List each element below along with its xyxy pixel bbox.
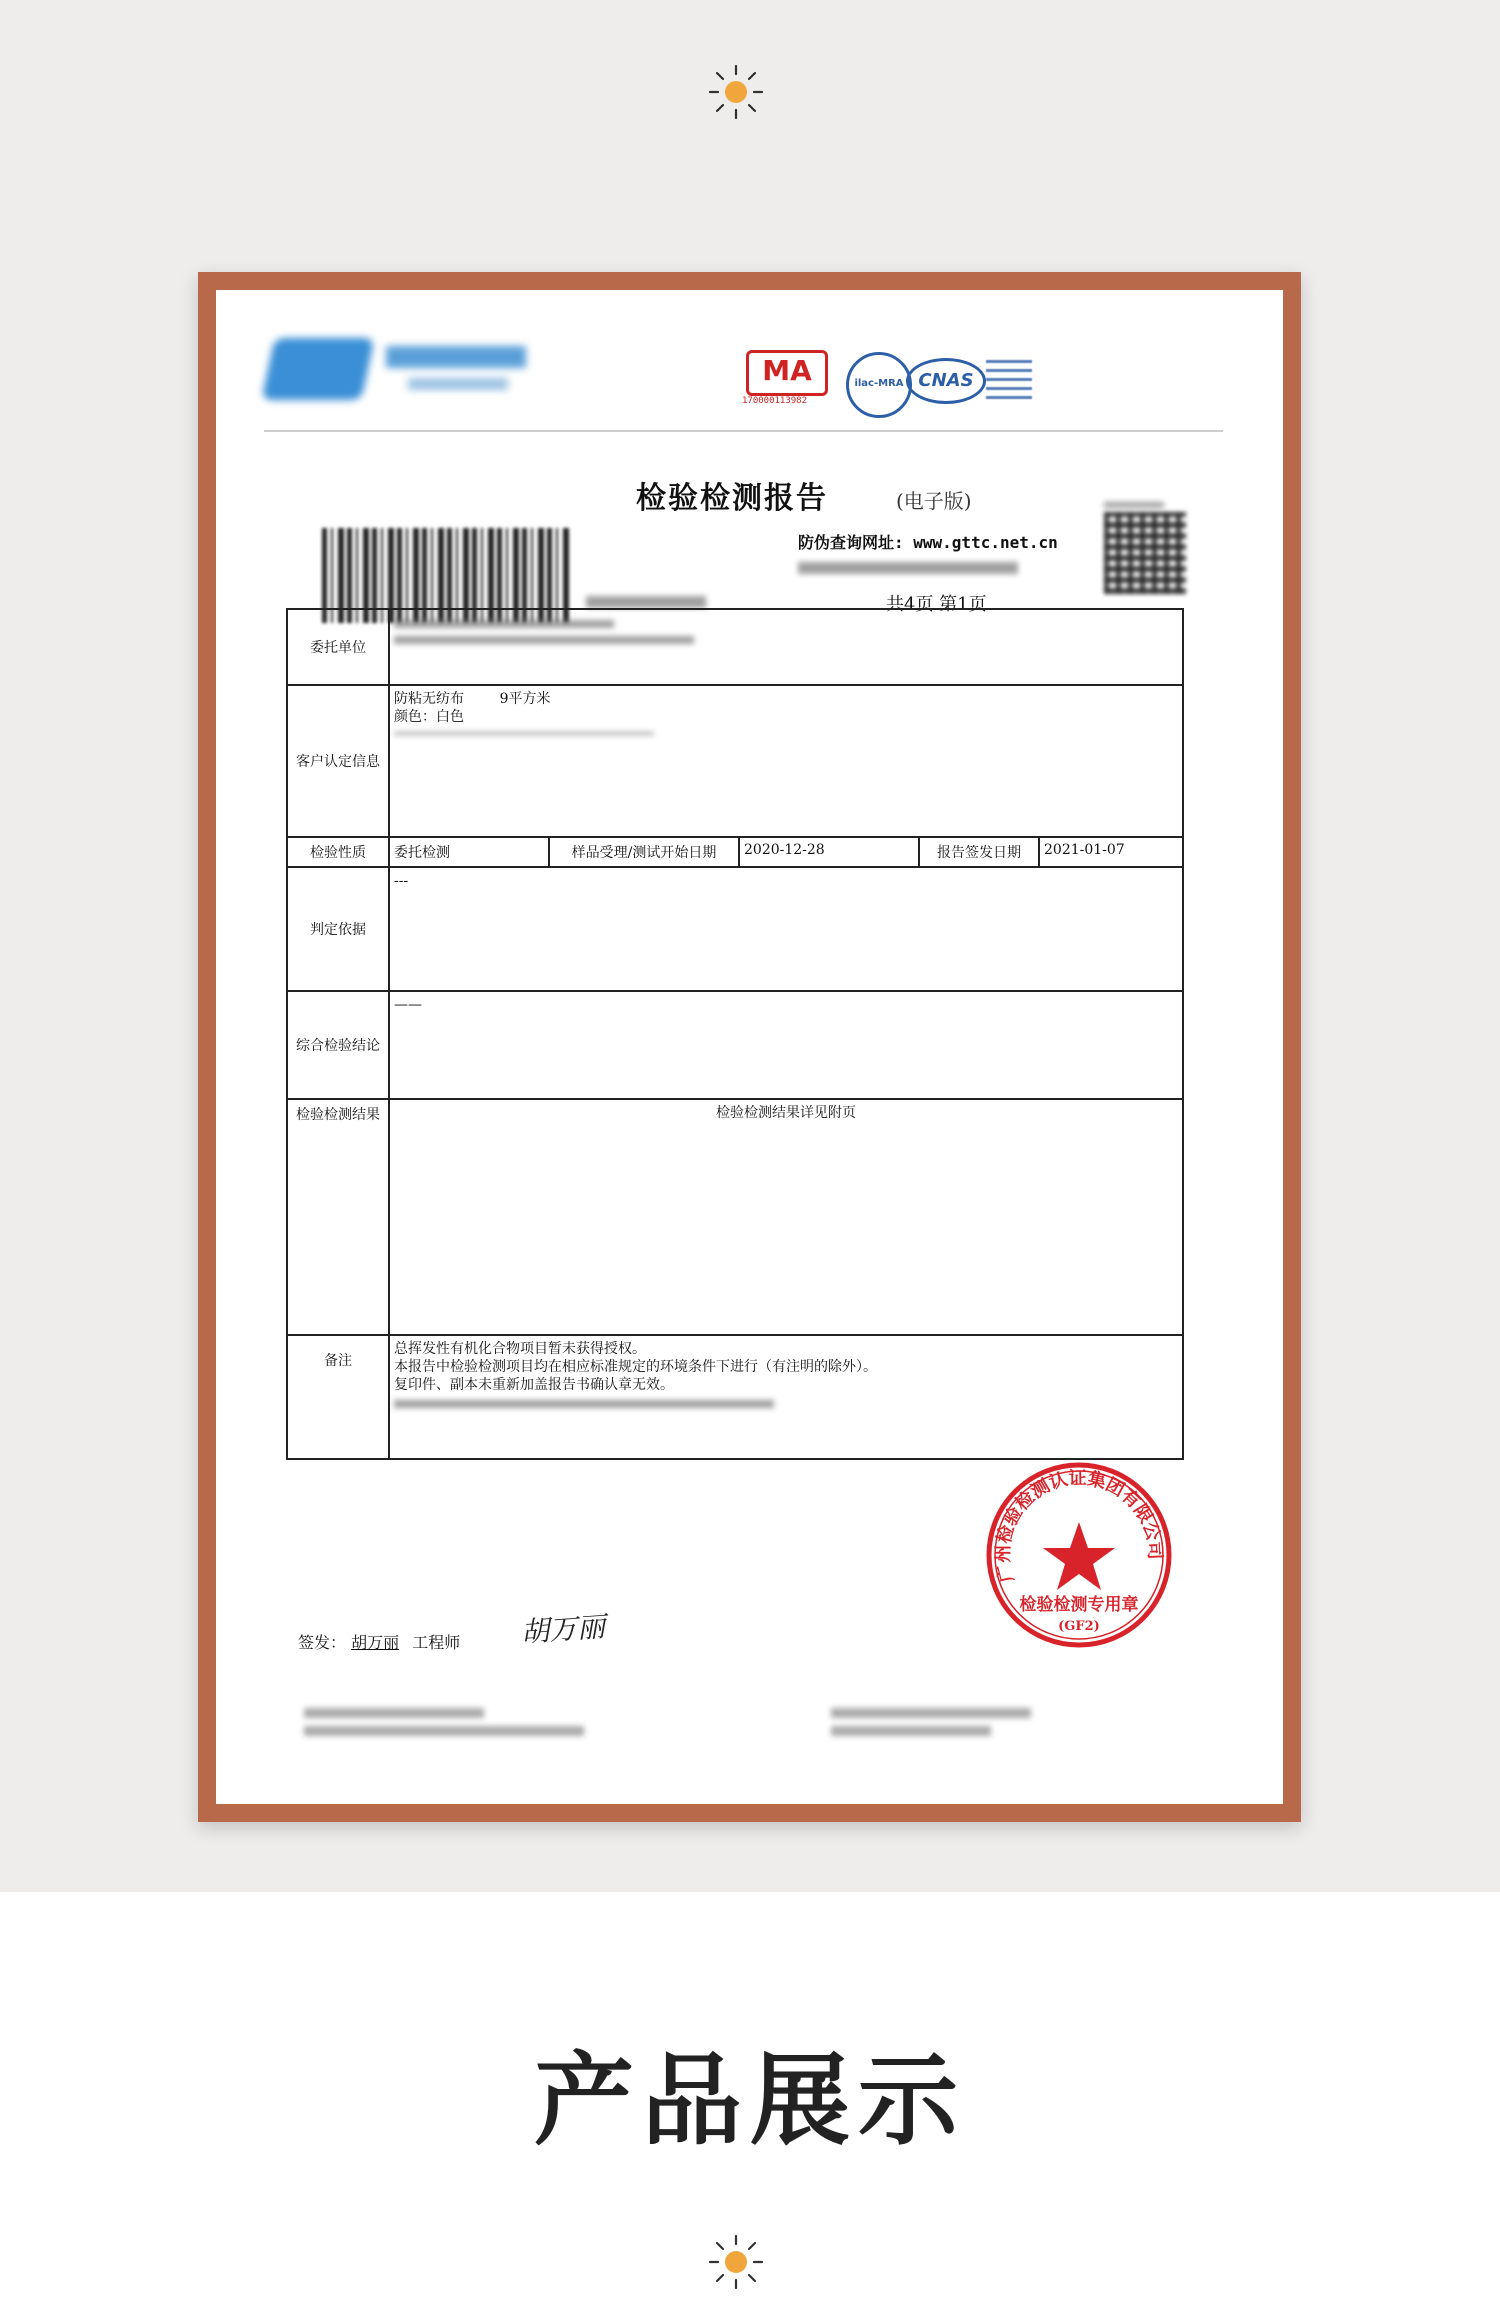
- page-info: 共4页 第1页: [886, 594, 987, 615]
- table-row: [287, 991, 1183, 1099]
- table-row: [287, 1099, 1183, 1335]
- footer-right-blurred: [831, 1708, 1031, 1718]
- signature-label: 签发：: [298, 1633, 347, 1652]
- remark-value: [389, 1335, 1183, 1459]
- signer-role: 工程师: [412, 1633, 461, 1652]
- cma-logo: MA: [746, 350, 828, 396]
- official-seal: [984, 1460, 1174, 1650]
- remark-label: 备注: [287, 1335, 389, 1459]
- issue-date-label: 报告签发日期: [919, 837, 1039, 867]
- sample-date-value: 2020-12-28: [739, 837, 919, 867]
- basis-value: ---: [389, 867, 1183, 991]
- product-line-2: 颜色：白色: [394, 709, 464, 725]
- customer-info-value: [389, 685, 1183, 837]
- seal-ring-text: 广州检验检测认证集团有限公司: [992, 1467, 1166, 1585]
- sun-icon: [706, 62, 766, 122]
- footer-right-blurred: [831, 1726, 991, 1736]
- result-value: 检验检测结果详见附页: [389, 1099, 1183, 1335]
- accreditation-marks: [742, 350, 1036, 416]
- signature-row: [298, 1630, 460, 1653]
- report-code-blurred: [798, 562, 1018, 574]
- remark-line-2: 本报告中检验检测项目均在相应标准规定的环境条件下进行（有注明的除外）。: [394, 1359, 877, 1375]
- remark-line-1: 总挥发性有机化合物项目暂未获得授权。: [394, 1341, 646, 1357]
- issue-date-value: 2021-01-07: [1039, 837, 1183, 867]
- anti-fake-url: 防伪查询网址: www.gttc.net.cn: [798, 533, 1058, 552]
- section-title: 产品展示: [534, 2042, 966, 2159]
- cnas-logo: CNAS: [906, 358, 986, 404]
- basis-label: 判定依据: [287, 867, 389, 991]
- nature-label: 检验性质: [287, 837, 389, 867]
- report-paper: [216, 290, 1283, 1804]
- qr-code: [1104, 512, 1186, 594]
- customer-info-label: 客户认定信息: [287, 685, 389, 837]
- report-edition: (电子版): [896, 489, 972, 513]
- seal-code: (GF2): [1058, 1619, 1100, 1634]
- handwritten-signature: 胡万丽: [520, 1610, 607, 1649]
- qr-caption-blurred: [1104, 502, 1164, 508]
- product-line-1: 防粘无纺布 9平方米: [394, 691, 551, 707]
- remark-line-3: 复印件、副本未重新加盖报告书确认章无效。: [394, 1377, 674, 1393]
- report-table: [286, 608, 1184, 1460]
- nature-value: 委托检测: [389, 837, 549, 867]
- table-row: [287, 685, 1183, 837]
- sun-icon: [706, 2232, 766, 2292]
- table-row: [287, 1335, 1183, 1459]
- cnas-caption-blurred: [986, 360, 1032, 404]
- certificate-frame: [198, 272, 1301, 1822]
- signer-name: 胡万丽: [351, 1633, 400, 1652]
- seal-inner-text: 检验检测专用章: [1019, 1595, 1139, 1615]
- footer-left-blurred: [304, 1708, 484, 1718]
- client-label: 委托单位: [287, 609, 389, 685]
- client-value-blurred: [389, 609, 1183, 685]
- sample-date-label: 样品受理/测试开始日期: [549, 837, 739, 867]
- ilac-mra-logo: ilac-MRA: [846, 352, 912, 418]
- footer-left-blurred: [304, 1726, 584, 1736]
- conclusion-value: ——: [389, 991, 1183, 1099]
- cma-number: 170000113982: [742, 396, 808, 406]
- header-divider: [264, 430, 1223, 432]
- report-title: 检验检测报告: [636, 481, 828, 516]
- company-logo-blurred: [268, 330, 538, 410]
- table-row: [287, 867, 1183, 991]
- report-number-blurred: [586, 596, 706, 608]
- table-row: [287, 609, 1183, 685]
- result-label: 检验检测结果: [287, 1099, 389, 1335]
- table-row: [287, 837, 1183, 867]
- conclusion-label: 综合检验结论: [287, 991, 389, 1099]
